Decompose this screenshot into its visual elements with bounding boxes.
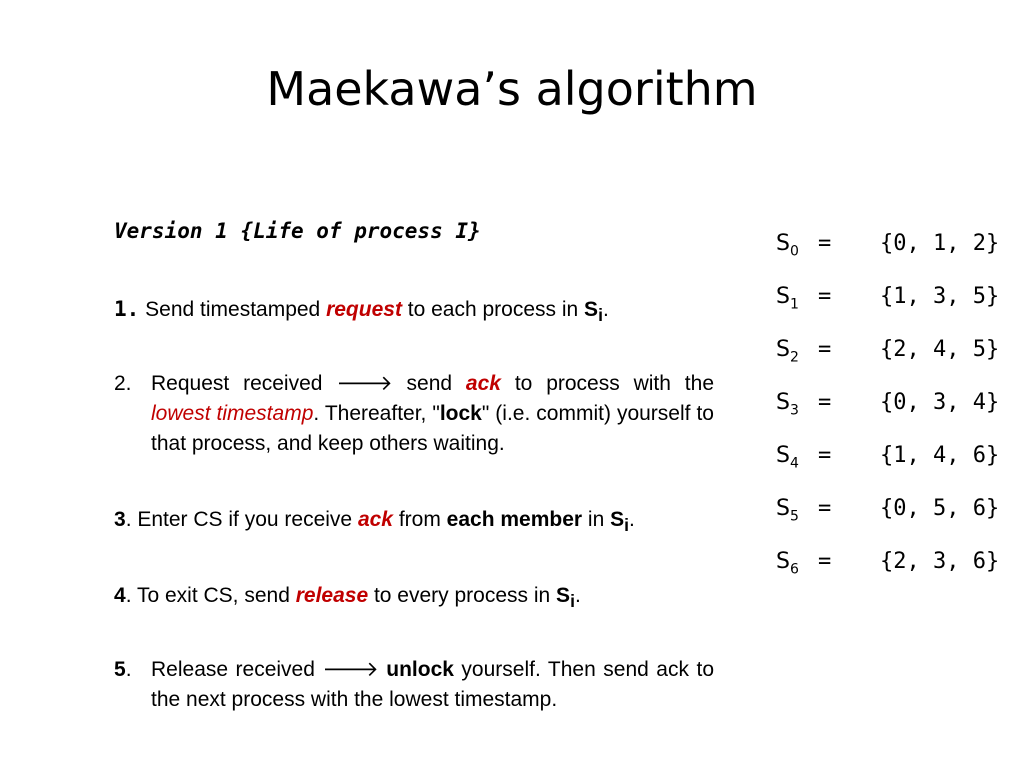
set-subscript: i	[624, 515, 629, 536]
step-5-number-digit: 5	[114, 658, 126, 681]
step-1-text-b: to each process in	[401, 298, 585, 321]
step-4-number: 4	[114, 584, 126, 607]
set-subscript: i	[598, 305, 603, 326]
step-3-number: 3	[114, 508, 126, 531]
step-5-number-dot: .	[125, 658, 132, 681]
step-2	[114, 369, 714, 459]
step-2-text-d: . Thereafter, "	[313, 402, 440, 425]
set-label: $S_1$	[776, 284, 799, 313]
step-1	[114, 294, 714, 330]
step-3-period: .	[628, 508, 635, 531]
step-5-text-b: yourself. Then send ack to the next process with the lowest timestamp.	[151, 658, 714, 711]
equals-sign: =	[818, 549, 832, 574]
keyword-ack: ack	[357, 508, 393, 531]
set-value: {1, 3, 5}	[880, 284, 1000, 309]
keyword-unlock: unlock	[386, 658, 454, 681]
set-value: {1, 4, 6}	[880, 443, 1000, 468]
set-subscript: i	[570, 591, 575, 612]
set-symbol: S	[556, 584, 571, 607]
step-4-text-a: . To exit CS, send	[125, 584, 296, 607]
step-3-text-a: . Enter CS if you receive	[125, 508, 358, 531]
step-3-text-c: in	[582, 508, 611, 531]
keyword-lock: lock	[439, 402, 482, 425]
set-value: {0, 3, 4}	[880, 390, 1000, 415]
set-label: $S_5$	[776, 496, 799, 525]
set-row-1	[776, 279, 1006, 319]
step-4-period: .	[574, 584, 581, 607]
keyword-request: request	[326, 298, 402, 321]
equals-sign: =	[818, 284, 832, 309]
step-1-period: .	[602, 298, 609, 321]
step-5-number	[114, 655, 151, 715]
keyword-lowest-timestamp: lowest timestamp	[151, 402, 314, 425]
set-label: $S_6$	[776, 549, 799, 578]
step-2-text-c: to process with the	[500, 372, 714, 395]
set-value: {2, 3, 6}	[880, 549, 1000, 574]
equals-sign: =	[818, 390, 832, 415]
set-row-4	[776, 438, 1006, 478]
equals-sign: =	[818, 496, 832, 521]
step-1-text-a: Send timestamped	[145, 298, 327, 321]
step-2-number: 2.	[114, 372, 132, 395]
set-row-3	[776, 385, 1006, 425]
equals-sign: =	[818, 231, 832, 256]
step-1-number: 1.	[114, 297, 140, 321]
equals-sign: =	[818, 337, 832, 362]
set-symbol: S	[584, 298, 599, 321]
set-label: $S_2$	[776, 337, 799, 366]
keyword-each-member: each member	[446, 508, 583, 531]
step-2-text	[151, 369, 714, 459]
step-5	[114, 655, 714, 715]
set-symbol: S	[610, 508, 625, 531]
step-5-text	[151, 655, 714, 715]
step-5-text-a: Release received	[151, 658, 323, 681]
keyword-release: release	[295, 584, 369, 607]
step-3	[114, 505, 714, 540]
keyword-ack: ack	[465, 372, 501, 395]
version-heading: Version 1 {Life of process I}	[114, 219, 481, 243]
slide-title: Maekawa’s algorithm	[266, 62, 758, 116]
set-label: $S_0$	[776, 231, 799, 260]
arrow-right-icon: 🡒	[322, 658, 379, 681]
arrow-right-icon: 🡒	[336, 372, 393, 395]
step-3-text-b: from	[393, 508, 447, 531]
set-label: $S_3$	[776, 390, 799, 419]
set-row-0	[776, 226, 1006, 266]
set-value: {0, 5, 6}	[880, 496, 1000, 521]
set-row-2	[776, 332, 1006, 372]
step-2-text-b: send	[392, 372, 466, 395]
step-4	[114, 581, 714, 616]
equals-sign: =	[818, 443, 832, 468]
step-4-text-b: to every process in	[368, 584, 557, 607]
set-row-6	[776, 544, 1006, 584]
step-2-text-e: " (i.e. commit) yourself to that process, and keep others waiting.	[151, 402, 714, 455]
set-row-5	[776, 491, 1006, 531]
set-label: $S_4$	[776, 443, 799, 472]
set-value: {0, 1, 2}	[880, 231, 1000, 256]
step-2-text-a: Request received	[151, 372, 337, 395]
set-value: {2, 4, 5}	[880, 337, 1000, 362]
